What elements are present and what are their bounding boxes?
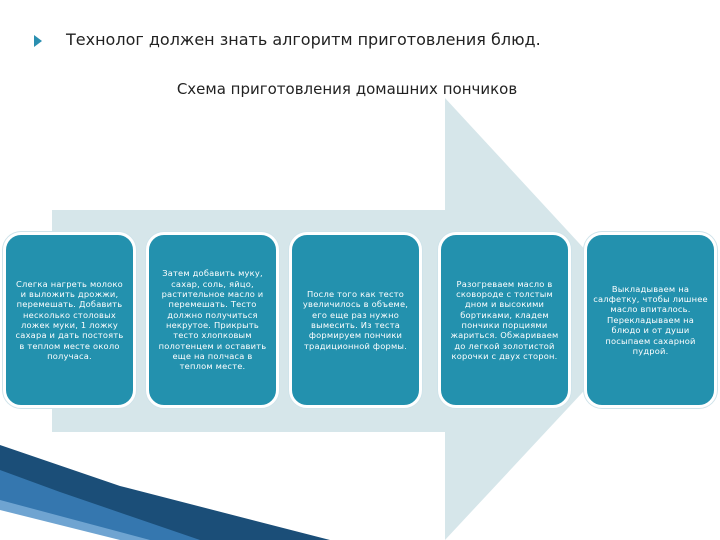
heading-text: Технолог должен знать алгоритм приготовления блюд. [66,30,541,49]
step-text-3: После того как тесто увеличилось в объеме, его еще раз нужно вымесить. Из теста формируем пончики традиционной формы. [302,288,409,351]
step-box-4 [438,232,571,408]
step-box-2 [146,232,279,408]
bullet-arrow-icon [34,35,42,47]
diagram-title: Схема приготовления домашних пончиков [176,80,518,98]
step-box-1 [3,232,136,408]
step-box-5 [584,232,717,408]
step-text-4: Разогреваем масло в сковороде с толстым дном и высокими бортиками, кладем пончики порциями жариться. Обжариваем до легкой золотистой корочки с двух сторон. [450,278,559,362]
step-text-2: Затем добавить муку, сахар, соль, яйцо, растительное масло и перемешать. Тесто должно получиться некрутое. Прикрыть тесто хлопковым полотенцем и оставить еще на полчаса в теплом месте. [158,268,267,372]
step-text-5: Выкладываем на салфетку, чтобы лишнее масло впиталось. Перекладываем на блюдо и от души посыпаем сахарной пудрой. [593,283,708,356]
heading [34,30,541,49]
step-text-1: Слегка нагреть молоко и выложить дрожжи, перемешать. Добавить несколько столовых ложек муки, 1 ложку сахара и дать постоять в теплом месте около получаса. [15,278,124,362]
step-box-3 [289,232,422,408]
